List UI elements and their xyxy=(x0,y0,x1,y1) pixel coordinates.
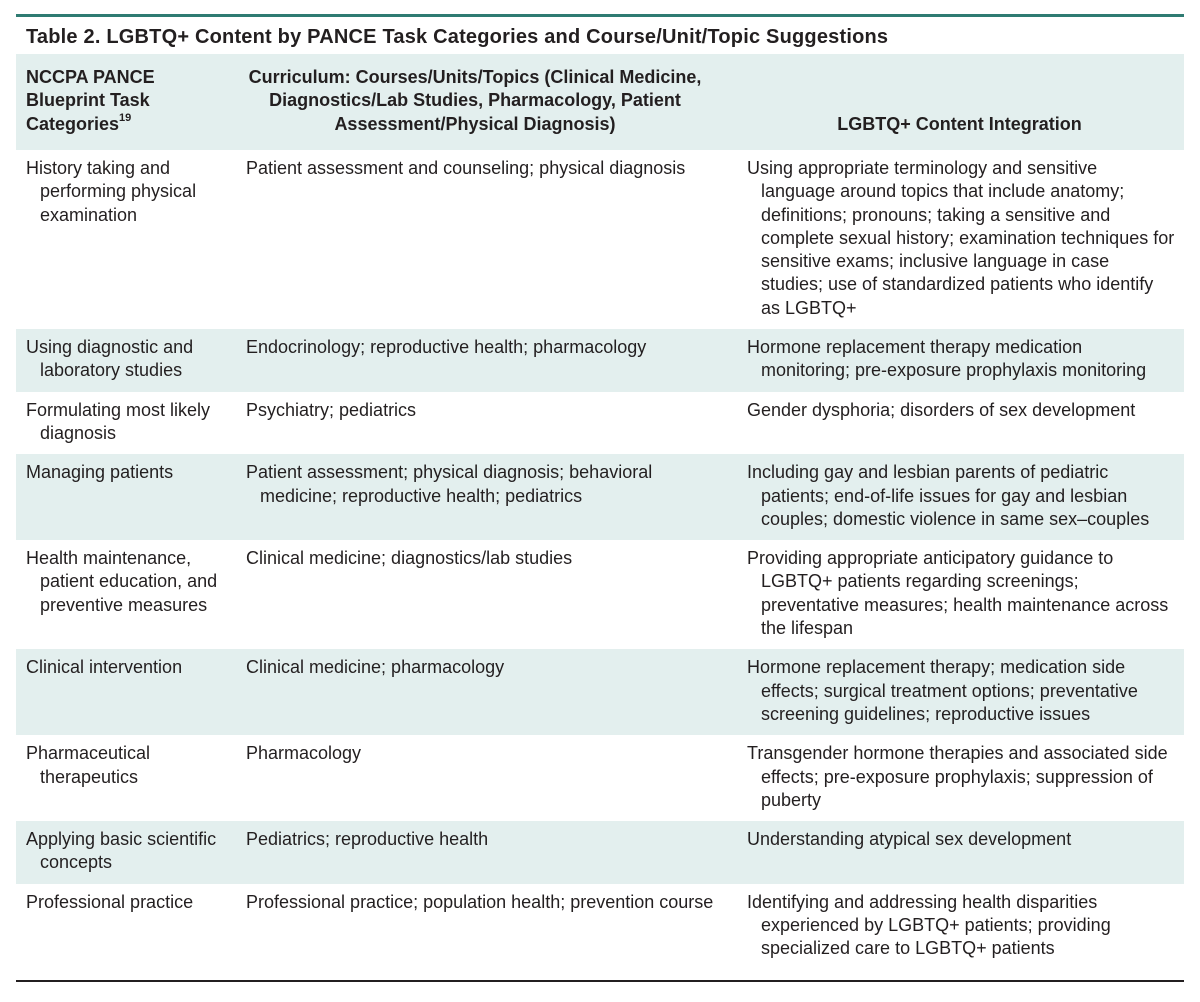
bottom-rule xyxy=(16,980,1184,982)
row-task-category-cell xyxy=(16,735,235,821)
row-task-category: Managing patients xyxy=(26,462,174,483)
row-task-category: Formulating most likely diagnosis xyxy=(26,399,211,443)
header-task-categories-label: NCCPA PANCE Blueprint Task Categories xyxy=(26,67,155,134)
table-header xyxy=(16,54,1184,150)
row-lgbtq-integration: Using appropriate terminology and sensitive language around topics that include anatomy; definitions; pronouns; taking a sensitive and complete sexual history; examination techniques for sensitive exams; inclusive language in case studies; use of standardized patients who identify as LGBTQ+ xyxy=(747,158,1175,318)
row-task-category: Health maintenance, patient education, and preventive measures xyxy=(26,548,218,615)
table-row xyxy=(16,454,1184,540)
row-curriculum: Pharmacology xyxy=(246,743,362,764)
row-lgbtq-integration-cell xyxy=(735,454,1184,540)
row-task-category-cell xyxy=(16,454,235,540)
table-row xyxy=(16,821,1184,884)
row-curriculum-cell xyxy=(235,454,735,540)
row-lgbtq-integration-cell xyxy=(735,735,1184,821)
row-lgbtq-integration-cell xyxy=(735,821,1184,884)
row-task-category-cell xyxy=(16,329,235,392)
row-lgbtq-integration: Including gay and lesbian parents of pediatric patients; end-of-life issues for gay and lesbian couples; domestic violence in same sex–couples xyxy=(747,462,1150,529)
curriculum-table xyxy=(16,54,1184,970)
row-lgbtq-integration: Hormone replacement therapy; medication side effects; surgical treatment options; preventative screening guidelines; reproductive issues xyxy=(747,657,1138,724)
row-lgbtq-integration: Hormone replacement therapy medication monitoring; pre-exposure prophylaxis monitoring xyxy=(747,337,1147,381)
row-lgbtq-integration-cell xyxy=(735,884,1184,970)
row-curriculum: Professional practice; population health; prevention course xyxy=(246,891,714,912)
row-lgbtq-integration-cell xyxy=(735,540,1184,649)
row-lgbtq-integration: Transgender hormone therapies and associated side effects; pre-exposure prophylaxis; suppression of puberty xyxy=(747,743,1168,810)
row-task-category-cell xyxy=(16,150,235,329)
header-footnote-ref: 19 xyxy=(119,111,132,124)
table-row xyxy=(16,735,1184,821)
row-task-category-cell xyxy=(16,392,235,455)
header-task-categories xyxy=(16,54,235,150)
row-task-category-cell xyxy=(16,649,235,735)
table-row xyxy=(16,392,1184,455)
row-curriculum: Pediatrics; reproductive health xyxy=(246,829,489,850)
row-lgbtq-integration-cell xyxy=(735,150,1184,329)
table-row xyxy=(16,329,1184,392)
table-caption: Table 2. LGBTQ+ Content by PANCE Task Categories and Course/Unit/Topic Suggestions xyxy=(26,26,889,48)
row-curriculum-cell xyxy=(235,884,735,970)
table-row xyxy=(16,884,1184,970)
header-curriculum: Curriculum: Courses/Units/Topics (Clinical Medicine, Diagnostics/Lab Studies, Pharmacology, Patient Assessment/Physical Diagnosis) xyxy=(235,54,735,150)
row-lgbtq-integration-cell xyxy=(735,649,1184,735)
row-task-category-cell xyxy=(16,540,235,649)
table-row xyxy=(16,540,1184,649)
row-curriculum: Clinical medicine; pharmacology xyxy=(246,657,505,678)
row-task-category: History taking and performing physical examination xyxy=(26,158,197,225)
row-task-category: Using diagnostic and laboratory studies xyxy=(26,337,194,381)
row-lgbtq-integration: Identifying and addressing health disparities experienced by LGBTQ+ patients; providing specialized care to LGBTQ+ patients xyxy=(747,891,1111,959)
row-curriculum: Patient assessment and counseling; physical diagnosis xyxy=(246,158,686,178)
row-curriculum-cell xyxy=(235,392,735,455)
row-curriculum: Endocrinology; reproductive health; pharmacology xyxy=(246,337,647,358)
row-curriculum-cell xyxy=(235,329,735,392)
row-curriculum-cell xyxy=(235,649,735,735)
table-container xyxy=(16,14,1184,982)
row-curriculum-cell xyxy=(235,540,735,649)
row-lgbtq-integration: Providing appropriate anticipatory guidance to LGBTQ+ patients regarding screenings; preventative measures; health maintenance across the lifespan xyxy=(747,548,1169,639)
table-row xyxy=(16,649,1184,735)
row-task-category: Professional practice xyxy=(26,891,194,912)
table-body xyxy=(16,150,1184,970)
row-task-category-cell xyxy=(16,821,235,884)
row-lgbtq-integration-cell xyxy=(735,392,1184,455)
row-lgbtq-integration-cell xyxy=(735,329,1184,392)
table-row xyxy=(16,150,1184,329)
header-row xyxy=(16,54,1184,150)
row-curriculum: Patient assessment; physical diagnosis; behavioral medicine; reproductive health; pediatrics xyxy=(246,462,653,506)
row-curriculum-cell xyxy=(235,735,735,821)
row-curriculum: Psychiatry; pediatrics xyxy=(246,399,417,420)
row-task-category: Pharmaceutical therapeutics xyxy=(26,743,151,787)
row-curriculum-cell xyxy=(235,821,735,884)
row-task-category: Clinical intervention xyxy=(26,657,183,678)
row-lgbtq-integration: Understanding atypical sex development xyxy=(747,829,1072,850)
row-task-category-cell xyxy=(16,884,235,970)
row-task-category: Applying basic scientific concepts xyxy=(26,829,217,873)
row-lgbtq-integration: Gender dysphoria; disorders of sex development xyxy=(747,399,1136,420)
header-lgbtq-integration: LGBTQ+ Content Integration xyxy=(735,54,1184,150)
row-curriculum-cell xyxy=(235,150,735,329)
row-curriculum: Clinical medicine; diagnostics/lab studies xyxy=(246,548,573,569)
